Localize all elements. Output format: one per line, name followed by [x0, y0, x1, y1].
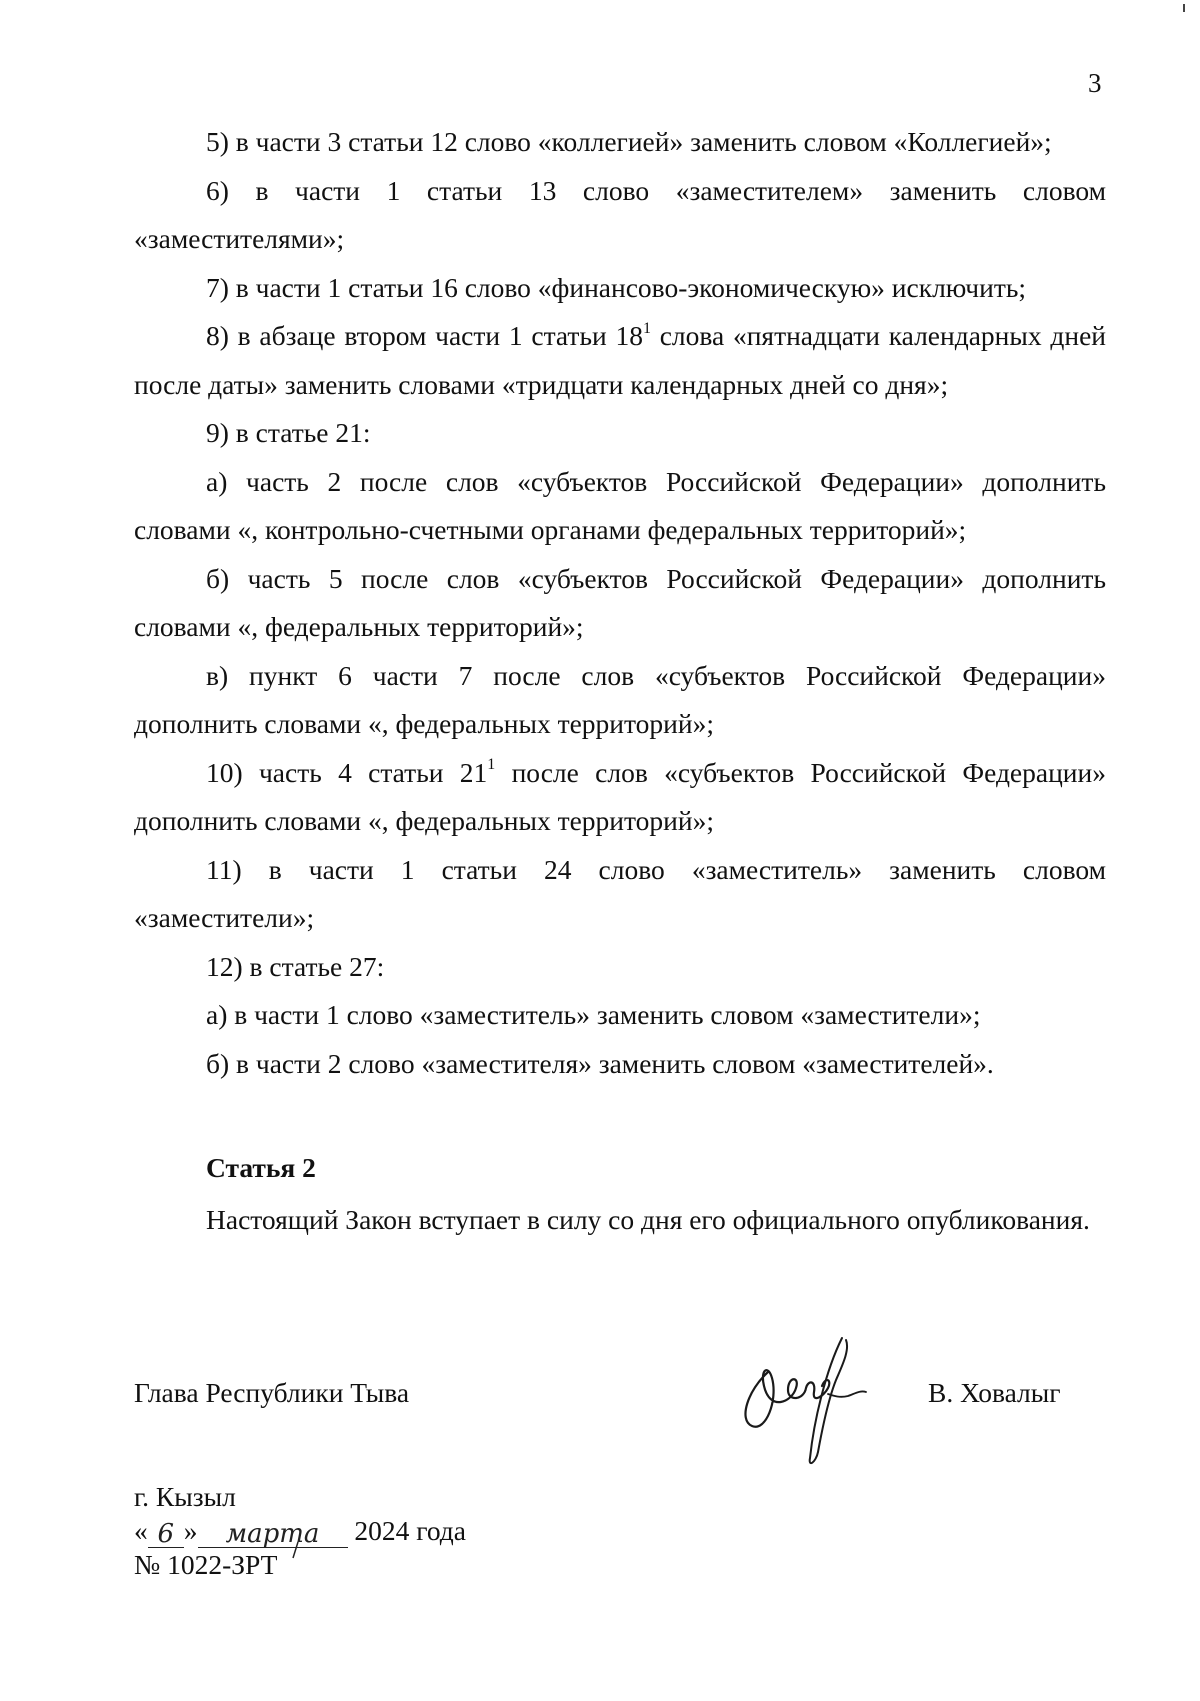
amendment-item: 12) в статье 27:	[206, 950, 385, 982]
pen-stroke-icon	[290, 1540, 300, 1560]
amendment-item: 7) в части 1 статьи 16 слово «финансово-экономическую» исключить;	[206, 271, 1027, 303]
handwritten-signature	[730, 1330, 880, 1475]
law-number: № 1022-ЗРТ	[134, 1549, 278, 1580]
amendment-subitem: а) часть 2 после слов «субъектов Российской Федерации» дополнить словами «, контрольно-счетными органами федеральных территорий»;	[134, 465, 1106, 545]
signing-place: г. Кызыл	[134, 1481, 236, 1512]
article-heading: Статья 2	[206, 1152, 316, 1183]
signatory-title: Глава Республики Тыва	[134, 1377, 410, 1408]
amendment-subitem: б) в части 2 слово «заместителя» заменить словом «заместителей».	[206, 1047, 994, 1079]
scan-mark	[1183, 4, 1185, 12]
article-body	[134, 1196, 1106, 1245]
date-open-quote: «	[134, 1515, 148, 1546]
amendment-subitem: б) часть 5 после слов «субъектов Российской Федерации» дополнить словами «, федеральных территорий»;	[134, 562, 1106, 642]
date-month: марта	[198, 1517, 348, 1548]
amendment-item: 10) часть 4 статьи $21^1$ после слов «субъектов Российской Федерации» дополнить словами «, федеральных территорий»;	[134, 756, 1106, 836]
amendment-item: 11) в части 1 статьи 24 слово «заместитель» заменить словом «заместители»;	[134, 853, 1106, 933]
amendment-item: 6) в части 1 статьи 13 слово «заместителем» заменить словом «заместителями»;	[134, 174, 1106, 254]
amendment-item: 9) в статье 21:	[206, 417, 371, 448]
amendment-subitem: в) пункт 6 части 7 после слов «субъектов Российской Федерации» дополнить словами «, федеральных территорий»;	[134, 659, 1106, 739]
amendment-item: 5) в части 3 статьи 12 слово «коллегией» заменить словом «Коллегией»;	[206, 126, 1052, 157]
amendments-list	[134, 118, 1106, 1088]
signing-details	[134, 1480, 466, 1582]
date-close-quote: »	[183, 1515, 198, 1546]
amendment-subitem: а) в части 1 слово «заместитель» заменить словом «заместители»;	[206, 999, 981, 1030]
signing-date	[134, 1514, 466, 1548]
amendment-item: 8) в абзаце втором части 1 статьи $18^1$ слова «пятнадцати календарных дней после даты» заменить словами «тридцати календарных дней со дня»;	[134, 319, 1106, 400]
page-number: 3	[1088, 68, 1102, 98]
signatory-name: В. Ховалыг	[928, 1377, 1061, 1408]
date-year: 2024 года	[354, 1515, 466, 1546]
signature-icon	[730, 1330, 880, 1470]
date-day: 6	[148, 1517, 184, 1548]
article-text: Настоящий Закон вступает в силу со дня его официального опубликования.	[206, 1204, 1090, 1235]
